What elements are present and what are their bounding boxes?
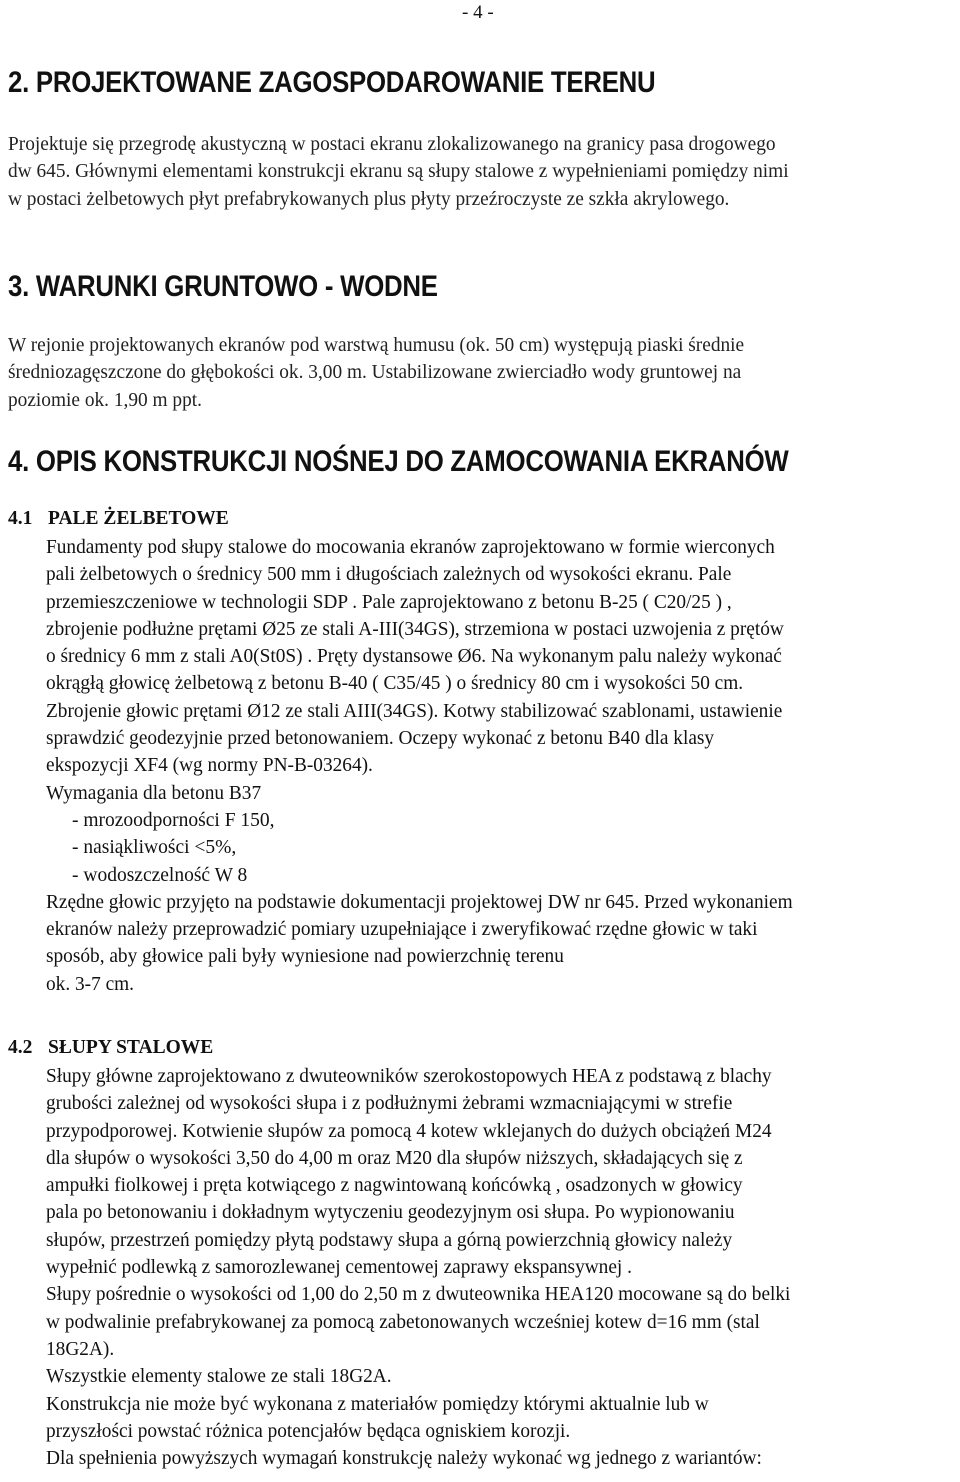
paragraph-line: Wymagania dla betonu B37 bbox=[46, 782, 262, 804]
paragraph-line: W rejonie projektowanych ekranów pod warstwą humusu (ok. 50 cm) występują piaski średnie bbox=[8, 335, 745, 356]
paragraph-line: Dla spełnienia powyższych wymagań konstrukcję należy wykonać wg jednego z wariantów: bbox=[46, 1448, 762, 1470]
paragraph-line: w postaci żelbetowych płyt prefabrykowanych plus płyty przeźroczyste ze szkła akrylowego. bbox=[8, 188, 730, 210]
paragraph-line: ok. 3-7 cm. bbox=[46, 973, 135, 995]
subsection-title: SŁUPY STALOWE bbox=[48, 1037, 214, 1058]
paragraph-line: Konstrukcja nie może być wykonana z materiałów pomiędzy którymi aktualnie lub w bbox=[46, 1393, 709, 1415]
paragraph-line: Słupy główne zaprojektowano z dwuteowników szerokostopowych HEA z podstawą z blachy bbox=[46, 1066, 772, 1087]
paragraph-line: zbrojenie podłużne prętami Ø25 ze stali A-III(34GS), strzemiona w postaci uzwojenia z prętów bbox=[46, 618, 784, 640]
subsection-4-2-heading bbox=[8, 1037, 214, 1059]
paragraph-line: poziomie ok. 1,90 m ppt. bbox=[8, 389, 202, 411]
requirement-item: - wodoszczelność W 8 bbox=[72, 864, 248, 886]
paragraph-line: Wszystkie elementy stalowe ze stali 18G2A. bbox=[46, 1366, 392, 1388]
paragraph-line: średniozagęszczone do głębokości ok. 3,00 m. Ustabilizowane zwierciadło wody gruntowej na bbox=[8, 362, 742, 384]
subsection-4-1-body bbox=[46, 534, 952, 998]
section-2-heading: 2. PROJEKTOWANE ZAGOSPODAROWANIE TERENU bbox=[8, 66, 656, 99]
paragraph-line: ekranów należy przeprowadzić pomiary uzupełniające i zweryfikować rzędne głowic w taki bbox=[46, 919, 758, 941]
paragraph-line: okrągłą głowicę żelbetową z betonu B-40 ( C35/45 ) o średnicy 80 cm i wysokości 50 cm. bbox=[46, 673, 744, 695]
paragraph-line: sprawdzić geodezyjnie przed betonowaniem. Oczepy wykonać z betonu B40 dla klasy bbox=[46, 728, 715, 750]
subsection-number: 4.2 bbox=[8, 1037, 33, 1058]
paragraph-line: przyszłości powstać różnica potencjałów będąca ogniskiem korozji. bbox=[46, 1420, 571, 1442]
paragraph-line: Projektuje się przegrodę akustyczną w postaci ekranu zlokalizowanego na granicy pasa drogowego bbox=[8, 134, 776, 155]
paragraph-line: o średnicy 6 mm z stali A0(St0S) . Pręty dystansowe Ø6. Na wykonanym palu należy wykonać bbox=[46, 646, 782, 668]
paragraph-line: dla słupów o wysokości 3,50 do 4,00 m oraz M20 dla słupów niższych, składających się z bbox=[46, 1147, 743, 1169]
section-4-heading: 4. OPIS KONSTRUKCJI NOŚNEJ DO ZAMOCOWANIA EKRANÓW bbox=[8, 445, 789, 478]
paragraph-line: sposób, aby głowice pali były wyniesione nad powierzchnię terenu bbox=[46, 946, 564, 968]
section-3-heading: 3. WARUNKI GRUNTOWO - WODNE bbox=[8, 270, 438, 303]
paragraph-line: Fundamenty pod słupy stalowe do mocowania ekranów zaprojektowano w formie wierconych bbox=[46, 537, 775, 558]
paragraph-line: pali żelbetowych o średnicy 500 mm i długościach zależnych od wysokości ekranu. Pale bbox=[46, 564, 732, 586]
subsection-4-2-body bbox=[46, 1063, 952, 1472]
paragraph-line: pala po betonowaniu i dokładnym wytyczeniu geodezyjnym osi słupa. Po wypionowaniu bbox=[46, 1202, 735, 1224]
section-3-paragraph bbox=[8, 332, 952, 414]
paragraph-line: grubości zależnej od wysokości słupa i z podłużnymi żebrami wzmacniającymi w strefie bbox=[46, 1093, 733, 1115]
subsection-title: PALE ŻELBETOWE bbox=[48, 508, 229, 529]
paragraph-line: przypodporowej. Kotwienie słupów za pomocą 4 kotew wklejanych do dużych obciążeń M24 bbox=[46, 1120, 772, 1142]
requirement-item: - mrozoodporności F 150, bbox=[72, 809, 275, 831]
paragraph-line: w podwalinie prefabrykowanej za pomocą zabetonowanych wcześniej kotew d=16 mm (stal bbox=[46, 1311, 760, 1333]
paragraph-line: ampułki fiolkowej i pręta kotwiącego z nagwintowaną końcówką , osadzonych w głowicy bbox=[46, 1175, 743, 1197]
requirement-item: - nasiąkliwości <5%, bbox=[72, 837, 237, 859]
subsection-4-1-heading bbox=[8, 508, 229, 530]
subsection-number: 4.1 bbox=[8, 508, 33, 529]
paragraph-line: Zbrojenie głowic prętami Ø12 ze stali AIII(34GS). Kotwy stabilizować szablonami, ustawienie bbox=[46, 700, 783, 722]
paragraph-line: Słupy pośrednie o wysokości od 1,00 do 2,50 m z dwuteownika HEA120 mocowane są do belki bbox=[46, 1284, 791, 1306]
paragraph-line: Rzędne głowic przyjęto na podstawie dokumentacji projektowej DW nr 645. Przed wykonaniem bbox=[46, 891, 793, 913]
section-2-paragraph bbox=[8, 131, 952, 213]
paragraph-line: wypełnić podlewką z samorozlewanej cementowej zaprawy ekspansywnej . bbox=[46, 1257, 632, 1279]
paragraph-line: dw 645. Głównymi elementami konstrukcji ekranu są słupy stalowe z wypełnieniami pomiędzy nimi bbox=[8, 161, 789, 183]
paragraph-line: słupów, przestrzeń pomiędzy płytą podstawy słupa a górną powierzchnią głowicy należy bbox=[46, 1229, 733, 1251]
paragraph-line: 18G2A). bbox=[46, 1338, 115, 1360]
paragraph-line: ekspozycji XF4 (wg normy PN-B-03264). bbox=[46, 755, 373, 777]
paragraph-line: przemieszczeniowe w technologii SDP . Pale zaprojektowano z betonu B-25 ( C20/25 ) , bbox=[46, 591, 732, 613]
page-number: - 4 - bbox=[462, 2, 494, 23]
